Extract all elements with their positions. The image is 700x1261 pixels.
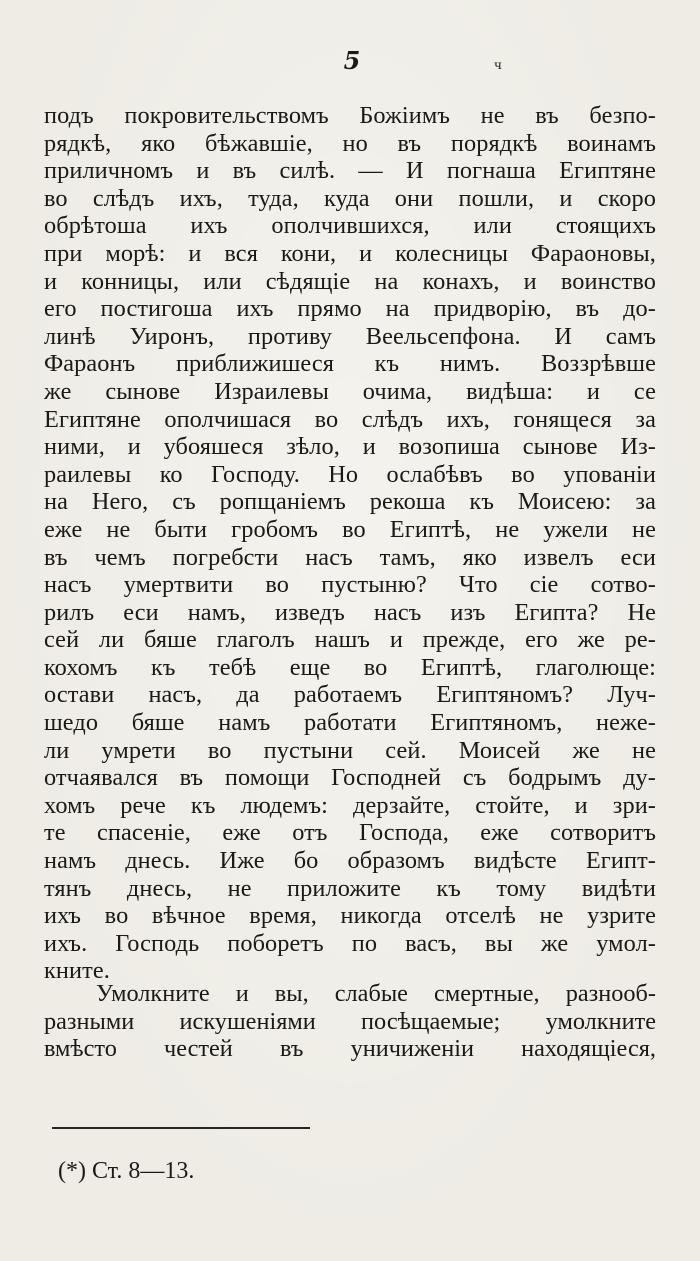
text-line: во слѣдъ ихъ, туда, куда они пошли, и скоро <box>44 184 656 212</box>
text-line: хомъ рече къ людемъ: дерзайте, стойте, и зри- <box>44 791 656 819</box>
footnote-divider <box>52 1127 310 1129</box>
text-line: остави насъ, да работаемъ Египтяномъ? Луч- <box>44 681 656 709</box>
text-line: сей ли бяше глаголъ нашъ и прежде, его же ре- <box>44 626 656 654</box>
text-line: при морѣ: и вся кони, и колесницы Фараоновы, <box>44 239 656 267</box>
text-line: обрѣтоша ихъ ополчившихся, или стоящихъ <box>44 212 656 240</box>
text-line: раилевы ко Господу. Но ослабѣвъ во упованіи <box>44 460 656 488</box>
page-number: 5 <box>343 46 361 75</box>
text-line: еже не быти гробомъ во Египтѣ, не ужели не <box>44 515 656 543</box>
text-line: ними, и убояшеся зѣло, и возопиша сынове Из- <box>44 433 656 461</box>
main-paragraph <box>44 102 656 985</box>
text-line: кните. <box>44 957 110 985</box>
text-line: рядкѣ, яко бѣжавшіе, но въ порядкѣ воинамъ <box>44 129 656 157</box>
text-line: намъ днесь. Иже бо образомъ видѣсте Египт- <box>44 847 656 875</box>
text-line: линѣ Уиронъ, противу Веельсепфона. И самъ <box>44 322 656 350</box>
text-line: те спасеніе, еже отъ Господа, еже сотворитъ <box>44 819 656 847</box>
text-line: его постигоша ихъ прямо на придворію, въ до- <box>44 295 656 323</box>
text-line: подъ покровительствомъ Божіимъ не въ безпо- <box>44 102 656 129</box>
header-mark: ч <box>494 58 502 72</box>
text-line: приличномъ и въ силѣ. — И погнаша Египтяне <box>44 157 656 185</box>
text-line: Египтяне ополчишася во слѣдъ ихъ, гонящеся за <box>44 405 656 433</box>
text-line: шедо бяше намъ работати Египтяномъ, нежe- <box>44 709 656 737</box>
text-line: тянъ днесь, не приложите къ тому видѣти <box>44 874 656 902</box>
text-line: въ чемъ погребсти насъ тамъ, яко извелъ еси <box>44 543 656 571</box>
text-line: отчаявался въ помощи Господней съ бодрымъ ду- <box>44 764 656 792</box>
text-line: вмѣсто честей въ уничиженіи находящіеся, <box>44 1035 656 1063</box>
text-line: насъ умертвити во пустыню? Что сіе сотво- <box>44 571 656 599</box>
text-line: Умолкните и вы, слабые смертные, разнооб- <box>96 980 656 1007</box>
text-line: же сынове Израилевы очима, видѣша: и се <box>44 377 656 405</box>
text-line: Фараонъ приближишеся къ нимъ. Воззрѣвше <box>44 350 656 378</box>
text-line: ихъ. Господь поборетъ по васъ, вы же умол- <box>44 929 656 957</box>
footnote: (*) Ст. 8—13. <box>58 1158 195 1184</box>
text-line: ли умрети во пустыни сей. Моисей же не <box>44 736 656 764</box>
text-line: ихъ во вѣчное время, никогда отселѣ не узрите <box>44 902 656 930</box>
text-line: и конницы, или сѣдящіе на конахъ, и воинство <box>44 267 656 295</box>
text-line: кохомъ къ тебѣ еще во Египтѣ, глаголюще: <box>44 653 656 681</box>
text-line: разными искушеніями посѣщаемые; умолкните <box>44 1007 656 1035</box>
text-line: рилъ еси намъ, изведъ насъ изъ Египта? Не <box>44 598 656 626</box>
second-paragraph <box>44 980 656 1063</box>
text-line: на Него, съ ропщаніемъ рекоша къ Моисею: за <box>44 488 656 516</box>
